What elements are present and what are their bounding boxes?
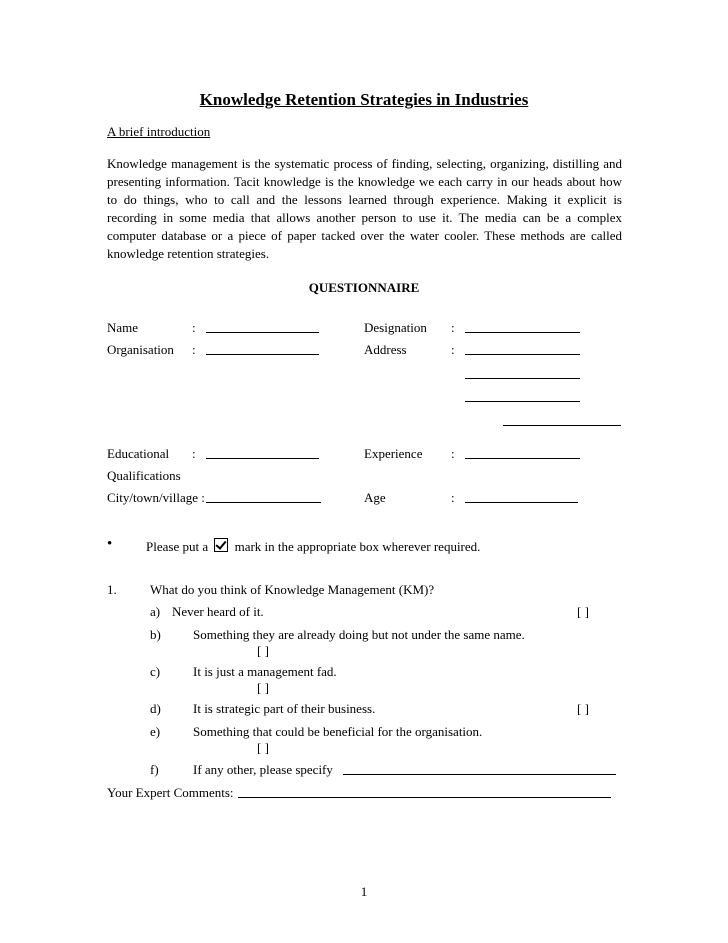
option-d-letter: d) bbox=[150, 701, 161, 716]
city-label: City/town/village : bbox=[107, 490, 205, 505]
city-field[interactable] bbox=[206, 490, 321, 507]
experience-field[interactable] bbox=[465, 446, 580, 463]
questionnaire-heading: QUESTIONNAIRE bbox=[308, 280, 420, 295]
option-e-letter: e) bbox=[150, 724, 161, 739]
document-title: Knowledge Retention Strategies in Industries bbox=[199, 90, 529, 109]
instruction-line bbox=[146, 538, 480, 555]
organisation-field[interactable] bbox=[206, 342, 319, 359]
comments-label: Your Expert Comments: bbox=[107, 785, 234, 800]
question-text: What do you think of Knowledge Management (KM)? bbox=[150, 582, 435, 597]
educational-label: Educational bbox=[107, 446, 170, 461]
experience-label: Experience bbox=[364, 446, 423, 461]
qualifications-label: Qualifications bbox=[107, 468, 181, 483]
instruction-text-before: Please put a bbox=[146, 539, 209, 554]
option-b-box[interactable]: [ ] bbox=[257, 643, 269, 658]
instruction-bullet: • bbox=[107, 536, 113, 552]
age-colon: : bbox=[451, 490, 455, 505]
designation-colon: : bbox=[451, 320, 455, 335]
option-f-letter: f) bbox=[150, 762, 159, 777]
option-f-field[interactable] bbox=[343, 762, 616, 779]
educational-field[interactable] bbox=[206, 446, 319, 463]
instruction-text-after: mark in the appropriate box wherever required. bbox=[234, 539, 481, 554]
address-field-line-4[interactable] bbox=[503, 413, 621, 430]
experience-colon: : bbox=[451, 446, 455, 461]
address-label: Address bbox=[364, 342, 407, 357]
checkbox-checked-icon bbox=[214, 538, 228, 552]
option-c-box[interactable]: [ ] bbox=[257, 680, 269, 695]
age-field[interactable] bbox=[465, 490, 578, 507]
designation-label: Designation bbox=[364, 320, 427, 335]
option-e-text: Something that could be beneficial for the organisation. bbox=[193, 724, 483, 739]
comments-field[interactable] bbox=[238, 785, 611, 802]
option-c-letter: c) bbox=[150, 664, 161, 679]
option-a-text: Never heard of it. bbox=[172, 604, 264, 619]
option-e-box[interactable]: [ ] bbox=[257, 740, 269, 755]
address-field-line-1[interactable] bbox=[465, 342, 580, 359]
address-field-line-3[interactable] bbox=[465, 389, 580, 406]
option-f-text: If any other, please specify bbox=[193, 762, 333, 777]
designation-field[interactable] bbox=[465, 320, 580, 337]
intro-heading: A brief introduction bbox=[107, 124, 211, 139]
name-label: Name bbox=[107, 320, 139, 335]
option-b-text: Something they are already doing but not under the same name. bbox=[193, 627, 525, 642]
option-d-text: It is strategic part of their business. bbox=[193, 701, 376, 716]
option-a-letter: a) bbox=[150, 604, 161, 619]
age-label: Age bbox=[364, 490, 386, 505]
option-d-box[interactable]: [ ] bbox=[577, 701, 589, 716]
option-b-letter: b) bbox=[150, 627, 161, 642]
name-colon: : bbox=[192, 320, 196, 335]
page-number: 1 bbox=[360, 884, 368, 899]
intro-paragraph: Knowledge management is the systematic process of finding, selecting, organizing, distilling and presenting information. Tacit knowledge is the knowledge we each carry in our heads about how to do things, who to call and the lessons learned through experience. Making it explicit is recording in some media that allows another person to use it. The media can be a complex computer database or a piece of paper tacked over the water cooler. These methods are called knowledge retention strategies. bbox=[107, 156, 622, 261]
educational-colon: : bbox=[192, 446, 196, 461]
organisation-label: Organisation bbox=[107, 342, 174, 357]
option-a-box[interactable]: [ ] bbox=[577, 604, 589, 619]
organisation-colon: : bbox=[192, 342, 196, 357]
question-number: 1. bbox=[107, 582, 117, 597]
option-c-text: It is just a management fad. bbox=[193, 664, 337, 679]
name-field[interactable] bbox=[206, 320, 319, 337]
address-field-line-2[interactable] bbox=[465, 366, 580, 383]
address-colon: : bbox=[451, 342, 455, 357]
